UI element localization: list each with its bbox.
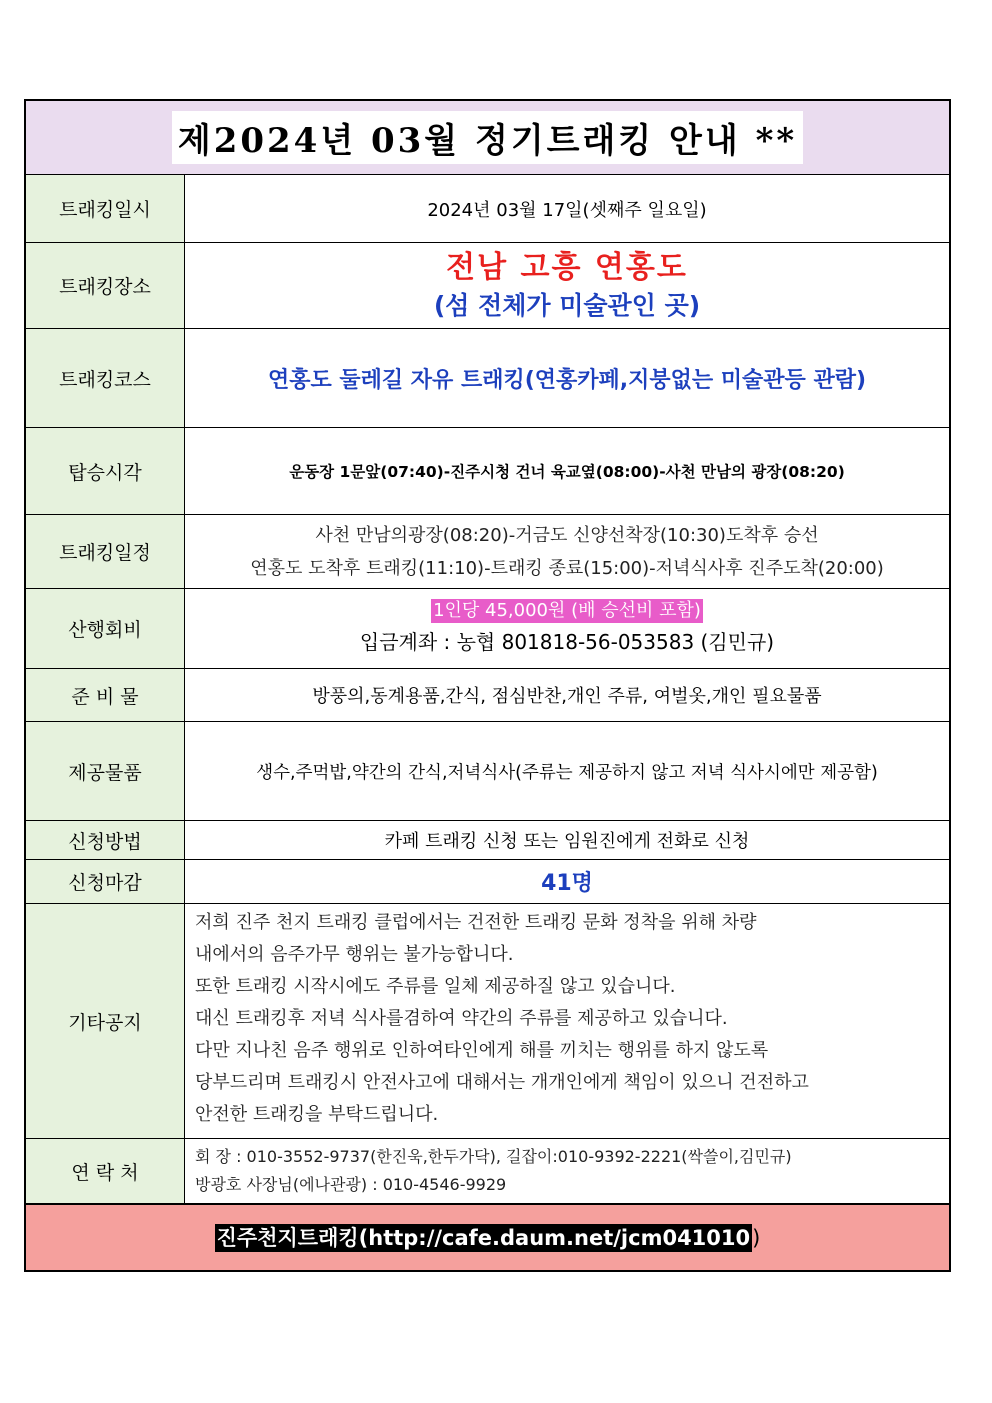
schedule-value xyxy=(185,515,949,588)
row-course xyxy=(26,329,949,428)
place-name: 전남 고흥 연홍도 xyxy=(446,249,688,285)
deadline-value xyxy=(185,860,949,903)
row-place xyxy=(26,243,949,329)
prep-text: 방풍의,동계용품,간식, 점심반찬,개인 주류, 여벌옷,개인 필요물품 xyxy=(312,686,822,707)
cafe-link[interactable]: 진주천지트래킹(http://cafe.daum.net/jcm041010 xyxy=(216,1225,751,1250)
notice-body xyxy=(185,904,949,1138)
provided-value xyxy=(185,722,949,820)
notice-line-6: 당부드리며 트래킹시 안전사고에 대해서는 개개인에게 책임이 있으니 건전하고 xyxy=(195,1072,809,1093)
course-text: 연홍도 둘레길 자유 트래킹(연홍카페,지붕없는 미술관등 관람) xyxy=(267,367,867,393)
fee-label: 산행회비 xyxy=(26,589,185,668)
contact-label: 연 락 처 xyxy=(26,1139,185,1203)
row-date xyxy=(26,175,949,243)
row-deadline xyxy=(26,860,949,904)
row-prep xyxy=(26,669,949,722)
deadline-label: 신청마감 xyxy=(26,860,185,903)
course-label: 트래킹코스 xyxy=(26,329,185,427)
prep-label: 준 비 물 xyxy=(26,669,185,721)
apply-value xyxy=(185,821,949,859)
course-value xyxy=(185,329,949,427)
notice-line-2: 내에서의 음주가무 행위는 불가능합니다. xyxy=(195,944,514,965)
provided-label: 제공물품 xyxy=(26,722,185,820)
schedule-line-2: 연홍도 도착후 트래킹(11:10)-트래킹 종료(15:00)-저녁식사후 진주도착(20:00) xyxy=(250,557,884,579)
notice-line-3: 또한 트래킹 시작시에도 주류를 일체 제공하질 않고 있습니다. xyxy=(195,976,676,997)
prep-value xyxy=(185,669,949,721)
boarding-label: 탑승시각 xyxy=(26,428,185,514)
row-notice xyxy=(26,904,949,1139)
contact-body xyxy=(185,1139,949,1203)
notice-line-7: 안전한 트래킹을 부탁드립니다. xyxy=(195,1104,439,1125)
notice-line-4: 대신 트래킹후 저녁 식사를겸하여 약간의 주류를 제공하고 있습니다. xyxy=(195,1008,728,1029)
date-text: 2024년 03월 17일(셋째주 일요일) xyxy=(427,199,707,221)
title-row xyxy=(26,101,949,175)
page-title: 제2024년 03월 정기트래킹 안내 ** xyxy=(172,111,803,164)
footer-tail: ) xyxy=(752,1225,761,1250)
notice-label: 기타공지 xyxy=(26,904,185,1138)
fee-account: 입금계좌 : 농협 801818-56-053583 (김민규) xyxy=(359,629,775,654)
place-subtitle: (섬 전체가 미술관인 곳) xyxy=(433,290,701,320)
contact-line-2: 방광호 사장님(에나관광) : 010-4546-9929 xyxy=(195,1175,507,1194)
schedule-line-1: 사천 만남의광장(08:20)-거금도 신양선착장(10:30)도착후 승선 xyxy=(315,524,819,546)
row-schedule xyxy=(26,515,949,589)
date-value xyxy=(185,175,949,242)
row-provided xyxy=(26,722,949,821)
footer-row xyxy=(26,1205,949,1270)
row-fee xyxy=(26,589,949,669)
date-label: 트래킹일시 xyxy=(26,175,185,242)
provided-text: 생수,주먹밥,약간의 간식,저녁식사(주류는 제공하지 않고 저녁 식사시에만 제공함) xyxy=(256,762,878,783)
row-boarding xyxy=(26,428,949,515)
deadline-text: 41명 xyxy=(541,871,593,896)
boarding-text: 운동장 1문앞(07:40)-진주시청 건너 육교옆(08:00)-사천 만남의 광장(08:20) xyxy=(289,463,845,481)
fee-value xyxy=(185,589,949,668)
place-value xyxy=(185,243,949,328)
boarding-value xyxy=(185,428,949,514)
row-contact xyxy=(26,1139,949,1205)
apply-text: 카페 트래킹 신청 또는 임원진에게 전화로 신청 xyxy=(384,831,750,852)
notice-line-5: 다만 지나친 음주 행위로 인하여타인에게 해를 끼치는 행위를 하지 않도록 xyxy=(195,1040,769,1061)
row-apply xyxy=(26,821,949,860)
place-label: 트래킹장소 xyxy=(26,243,185,328)
fee-amount: 1인당 45,000원 (배 승선비 포함) xyxy=(433,599,701,621)
notice-line-1: 저희 진주 천지 트래킹 클럽에서는 건전한 트래킹 문화 정착을 위해 차량 xyxy=(195,912,757,933)
notice-sheet xyxy=(24,99,951,1272)
apply-label: 신청방법 xyxy=(26,821,185,859)
contact-line-1: 회 장 : 010-3552-9737(한진욱,한두가닥), 길잡이:010-9392-2221(싹쓸이,김민규) xyxy=(195,1147,792,1166)
schedule-label: 트래킹일정 xyxy=(26,515,185,588)
